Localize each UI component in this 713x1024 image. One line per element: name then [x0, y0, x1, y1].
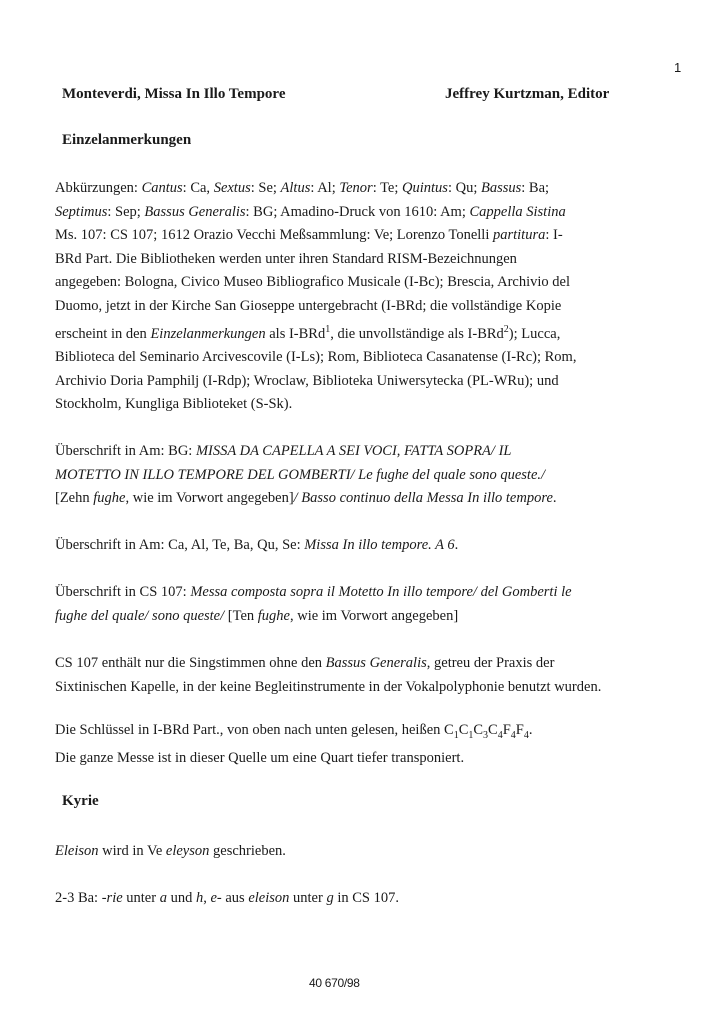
clefs-paragraph	[55, 719, 655, 771]
abbrev-line-9: Archivio Doria Pamphilj (I-Rdp); Wroclaw, Biblioteka Uniwersytecka (PL-WRu); und	[55, 372, 559, 389]
abbrev-line-6: Duomo, jetzt in der Kirche San Gioseppe untergebracht (I-BRd; die vollständige Kopie	[55, 297, 562, 314]
abbrev-line-5: angegeben: Bologna, Civico Museo Bibliografico Musicale (I-Bc); Brescia, Archivio del	[55, 274, 571, 290]
abbrev-line-2: Septimus: Sep; Bassus Generalis: BG; Amadino-Druck von 1610: Am; Cappella Sistina	[55, 203, 566, 220]
abbreviations-paragraph	[55, 177, 655, 417]
footer-code: 40 670/98	[309, 976, 360, 990]
clefs-line-1: Die Schlüssel in I-BRd Part., von oben nach unten gelesen, heißen $C_1C_1C_3C_4F_4F_4$.	[55, 722, 533, 741]
abbrev-line-4: BRd Part. Die Bibliotheken werden unter ihren Standard RISM-Bezeichnungen	[55, 250, 517, 267]
abbrev-line-8: Biblioteca del Seminario Arcivescovile (I-Ls); Rom, Biblioteca Casanatense (I-Rc); Rom,	[55, 349, 577, 366]
kyrie-heading: Kyrie	[62, 793, 99, 809]
bg-heading-paragraph	[55, 440, 655, 511]
cs-line-2: fughe del quale/ sono queste/ [Ten fughe, wie im Vorwort angegeben]	[55, 607, 459, 624]
section-heading: Einzelanmerkungen	[62, 132, 192, 148]
bg-line-3: [Zehn fughe, wie im Vorwort angegeben]/ Basso continuo della Messa In illo tempore.	[55, 490, 557, 506]
cs-note-paragraph	[55, 652, 655, 699]
bg-line-1: Überschrift in Am: BG: MISSA DA CAPELLA A SEI VOCI, FATTA SOPRA/ IL	[55, 443, 512, 459]
cs-note-line-2: Sixtinischen Kapelle, in der keine Begleitinstrumente in der Vokalpolyphonie benutzt wurden.	[55, 678, 602, 695]
page-number: 1	[674, 60, 682, 75]
eleison-note	[55, 840, 655, 864]
abbrev-line-3: Ms. 107: CS 107; 1612 Orazio Vecchi Meßsammlung: Ve; Lorenzo Tonelli partitura: I-	[55, 227, 563, 243]
abbrev-line-1: Abkürzungen: Cantus: Ca, Sextus: Se; Altus: Al; Tenor: Te; Quintus: Qu; Bassus: Ba;	[55, 180, 550, 196]
voices-heading-paragraph	[55, 534, 655, 558]
clefs-line-2: Die ganze Messe ist in dieser Quelle um eine Quart tiefer transponiert.	[55, 750, 465, 767]
editor-credit: Jeffrey Kurtzman, Editor	[445, 86, 610, 102]
voices-line: Überschrift in Am: Ca, Al, Te, Ba, Qu, Se: Missa In illo tempore. A 6.	[55, 537, 459, 553]
measure-line: 2-3 Ba: -rie unter a und h, e- aus eleison unter g in CS 107.	[55, 890, 399, 906]
abbrev-line-7: erscheint in den Einzelanmerkungen als I-BRd$^1$, die unvollständige als I-BRd$^2$); Lucca,	[55, 324, 561, 342]
document-title: Monteverdi, Missa In Illo Tempore	[62, 86, 286, 102]
eleison-line: Eleison wird in Ve eleyson geschrieben.	[55, 843, 286, 859]
abbrev-line-10: Stockholm, Kungliga Biblioteket (S-Sk).	[55, 396, 293, 413]
cs-line-1: Überschrift in CS 107: Messa composta sopra il Motetto In illo tempore/ del Gomberti le	[55, 584, 572, 600]
bg-line-2: MOTETTO IN ILLO TEMPORE DEL GOMBERTI/ Le fughe del quale sono queste./	[55, 466, 546, 483]
measure-note	[55, 887, 655, 911]
clef-sequence: $C_1C_1C_3C_4F_4F_4$.	[444, 722, 533, 741]
cs-note-line-1: CS 107 enthält nur die Singstimmen ohne den Bassus Generalis, getreu der Praxis der	[55, 655, 555, 671]
cs-heading-paragraph	[55, 581, 655, 628]
